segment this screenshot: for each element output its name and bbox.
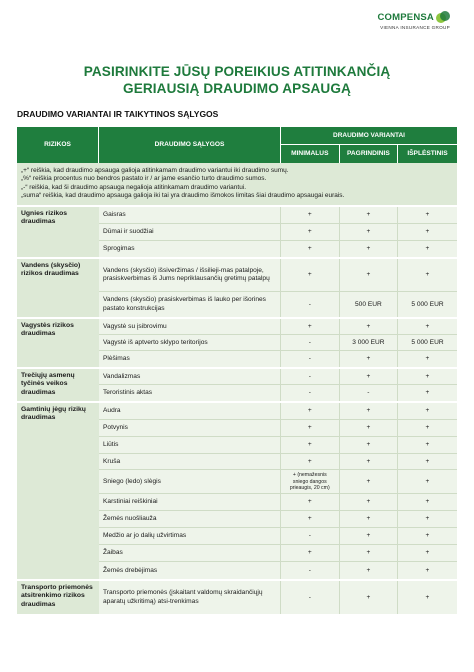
condition-cell: Žemės nuošliauža: [99, 511, 281, 527]
legend-line: „-“ reiškia, kad ši draudimo apsauga negalioja atitinkamam draudimo variantui.: [21, 183, 247, 191]
table-row: [99, 470, 457, 494]
title-line-2: GERIAUSIĄ DRAUDIMO APSAUGĄ: [123, 81, 351, 96]
basic-cell: +: [340, 562, 399, 579]
minimal-cell: -: [281, 292, 340, 317]
extended-cell: +: [425, 477, 430, 485]
table-row: [99, 292, 457, 317]
basic-cell: +: [340, 403, 399, 419]
extended-cell: +: [425, 355, 430, 363]
condition-cell: Plėšimas: [99, 351, 281, 367]
condition-cell: Žaibas: [99, 545, 281, 561]
extended-cell: 5 000 EUR: [411, 338, 444, 346]
condition-cell: Transporto priemonės (įskaitant valdomų skraidančiųjų aparatų užkritimą) atsi-trenkimas: [99, 581, 281, 614]
minimal-cell: -: [281, 562, 340, 579]
minimal-cell: -: [281, 335, 340, 350]
table-row: [99, 351, 457, 367]
condition-cell: Žemės drebėjimas: [99, 562, 281, 579]
table-row: [99, 369, 457, 385]
condition-cell: Sniego (ledo) slėgis: [99, 470, 281, 493]
risk-name: Gamtinių jėgų rizikų draudimas: [17, 403, 99, 579]
minimal-cell: -: [281, 369, 340, 384]
basic-cell: -: [340, 385, 399, 401]
table-row: [99, 241, 457, 257]
condition-cell: Karstiniai reiškiniai: [99, 494, 281, 510]
header-basic: PAGRINDINIS: [340, 145, 399, 163]
risk-group: [17, 401, 457, 579]
risk-name: Ugnies rizikos draudimas: [17, 207, 99, 257]
extended-cell: +: [425, 228, 430, 236]
table-row: [99, 528, 457, 545]
condition-cell: Vagystė iš aptverto sklypo teritorijos: [99, 335, 281, 350]
condition-cell: Gaisras: [99, 207, 281, 223]
legend-box: [17, 163, 457, 205]
minimal-cell: +: [281, 319, 340, 334]
extended-cell: +: [425, 515, 430, 523]
basic-cell: +: [340, 470, 399, 493]
condition-cell: Sprogimas: [99, 241, 281, 257]
risk-group: [17, 367, 457, 401]
table-row: [99, 335, 457, 351]
extended-cell: +: [425, 566, 430, 574]
condition-cell: Vandens (skysčio) prasiskverbimas iš lauko per išorines pastato konstrukcijas: [99, 292, 281, 317]
risk-group: [17, 205, 457, 257]
table-header: [17, 127, 457, 163]
risk-name: Transporto priemonės atsitrenkimo rizikos draudimas: [17, 581, 99, 614]
legend-line: „suma“ reiškia, kad draudimo apsauga galioja iki tai yra draudimo išmokos limitas šiai draudimo apsaugai eurais.: [21, 191, 345, 199]
condition-cell: Liūtis: [99, 437, 281, 453]
minimal-cell: +: [281, 437, 340, 453]
extended-cell: +: [425, 457, 430, 465]
legend-line: „%“ reiškia procentus nuo bendros pastato ir / ar jame esančio turto draudimo sumos.: [21, 175, 267, 183]
legend-line: „+“ reiškia, kad draudimo apsauga galioja atitinkamam draudimo variantui iki draudimo sumų.: [21, 167, 289, 174]
minimal-cell: +: [281, 420, 340, 436]
basic-cell: +: [340, 259, 399, 291]
risk-group: [17, 579, 457, 614]
table-row: [99, 494, 457, 511]
minimal-cell: +: [281, 207, 340, 223]
title-line-1: PASIRINKITE JŪSŲ POREIKIUS ATITINKANČIĄ: [83, 64, 391, 79]
basic-cell: +: [340, 528, 399, 544]
extended-cell: +: [425, 424, 430, 432]
basic-cell: +: [340, 511, 399, 527]
table-row: [99, 319, 457, 335]
table-row: [99, 437, 457, 454]
table-row: [99, 545, 457, 562]
table-row: [99, 454, 457, 470]
basic-cell: +: [340, 454, 399, 469]
table-row: [99, 224, 457, 241]
minimal-cell: +: [281, 224, 340, 240]
basic-cell: 3 000 EUR: [340, 335, 399, 350]
condition-cell: Dūmai ir suodžiai: [99, 224, 281, 240]
header-risks: RIZIKOS: [17, 127, 99, 163]
risk-group: [17, 257, 457, 317]
risk-groups: [17, 205, 457, 614]
table-row: [99, 385, 457, 401]
basic-cell: +: [340, 241, 399, 257]
extended-cell: +: [425, 245, 430, 253]
basic-cell: +: [340, 351, 399, 367]
extended-cell: +: [425, 498, 430, 506]
extended-cell: 5 000 EUR: [411, 300, 444, 308]
extended-cell: +: [425, 389, 430, 397]
basic-cell: +: [340, 224, 399, 240]
minimal-cell: +: [281, 259, 340, 291]
insurance-table: [17, 127, 457, 614]
table-row: [99, 511, 457, 528]
extended-cell: +: [425, 271, 430, 279]
minimal-cell: +: [281, 494, 340, 510]
logo-mark-icon: [436, 11, 450, 25]
basic-cell: +: [340, 437, 399, 453]
header-extended: IŠPLĖSTINIS: [407, 149, 448, 157]
table-row: [99, 581, 457, 614]
condition-cell: Vandalizmas: [99, 369, 281, 384]
header-variants: DRAUDIMO VARIANTAI: [281, 127, 457, 145]
table-row: [99, 562, 457, 579]
basic-cell: +: [340, 494, 399, 510]
basic-cell: +: [340, 369, 399, 384]
table-row: [99, 403, 457, 420]
extended-cell: +: [425, 407, 430, 415]
minimal-cell: -: [281, 351, 340, 367]
extended-cell: +: [425, 593, 430, 601]
condition-cell: Medžio ar jo dalių užvirtimas: [99, 528, 281, 544]
minimal-cell: -: [281, 528, 340, 544]
basic-cell: +: [340, 319, 399, 334]
minimal-cell: + (nemažesnis sniego dangos prieaugis, 20 cm): [281, 470, 340, 493]
logo-tagline: VIENNA INSURANCE GROUP: [380, 25, 450, 30]
condition-cell: Potvynis: [99, 420, 281, 436]
extended-cell: +: [425, 549, 430, 557]
basic-cell: +: [340, 545, 399, 561]
condition-cell: Audra: [99, 403, 281, 419]
risk-name: Vandens (skysčio) rizikos draudimas: [17, 259, 99, 317]
table-row: [99, 207, 457, 224]
basic-cell: +: [340, 207, 399, 223]
minimal-cell: +: [281, 454, 340, 469]
logo-name: COMPENSA: [377, 12, 434, 23]
table-row: [99, 420, 457, 437]
extended-cell: +: [425, 532, 430, 540]
condition-cell: Kruša: [99, 454, 281, 469]
compensa-logo: [340, 11, 450, 37]
minimal-cell: +: [281, 511, 340, 527]
risk-name: Trečiųjų asmenų tyčinės veikos draudimas: [17, 369, 99, 401]
section-subtitle: DRAUDIMO VARIANTAI IR TAIKYTINOS SĄLYGOS: [17, 109, 219, 119]
extended-cell: +: [425, 322, 430, 330]
basic-cell: 500 EUR: [340, 292, 399, 317]
header-minimal: MINIMALUS: [281, 145, 340, 163]
basic-cell: +: [340, 420, 399, 436]
extended-cell: +: [425, 372, 430, 380]
risk-group: [17, 317, 457, 367]
header-conditions: DRAUDIMO SĄLYGOS: [99, 127, 281, 163]
table-row: [99, 259, 457, 292]
minimal-cell: +: [281, 403, 340, 419]
header-variants-group: [281, 127, 457, 163]
extended-cell: +: [425, 211, 430, 219]
condition-cell: Vandens (skysčio) išsiveržimas / išsilieji-mas patalpoje, prasiskverbimas iš Jums nepriklausančių gretimų patalpų: [99, 259, 281, 291]
condition-cell: Vagystė su įsibrovimu: [99, 319, 281, 334]
minimal-cell: +: [281, 241, 340, 257]
extended-cell: +: [425, 441, 430, 449]
minimal-cell: -: [281, 385, 340, 401]
page-title: [30, 63, 444, 97]
condition-cell: Teroristinis aktas: [99, 385, 281, 401]
minimal-cell: +: [281, 545, 340, 561]
risk-name: Vagystės rizikos draudimas: [17, 319, 99, 367]
minimal-cell: -: [281, 581, 340, 614]
basic-cell: +: [340, 581, 399, 614]
